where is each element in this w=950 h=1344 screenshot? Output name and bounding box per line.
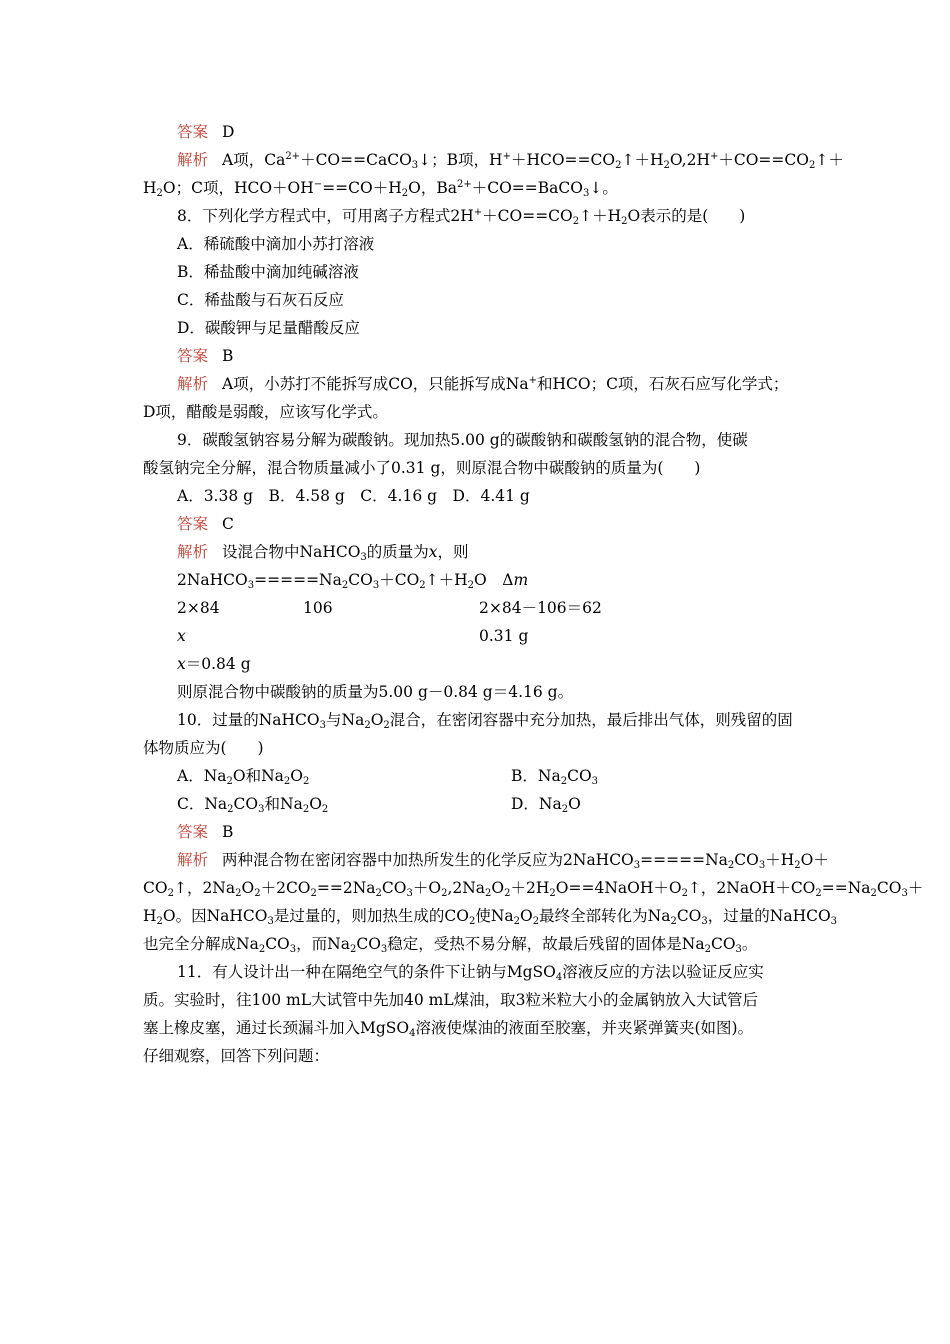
- answer-line-8: [177, 346, 233, 366]
- text-segment: 使Na: [475, 907, 514, 925]
- text-segment: 3: [591, 776, 599, 787]
- text-segment: 2: [513, 916, 521, 927]
- text-segment: 2NaHCO: [177, 571, 248, 589]
- text-segment: 2: [383, 720, 390, 731]
- text-segment: 2: [364, 720, 371, 731]
- text-segment: +: [709, 151, 719, 162]
- text-segment: 2: [156, 188, 163, 199]
- text-segment: A项，小苏打不能拆写成CO，只能拆写成Na: [222, 375, 529, 393]
- text-segment: ，过量的NaHCO: [707, 907, 831, 925]
- text-segment: H: [143, 179, 157, 197]
- text-segment: m: [513, 571, 529, 589]
- text-segment: D．Na: [511, 795, 562, 813]
- text-segment: A．Na: [177, 767, 227, 785]
- text-segment: O: [241, 879, 255, 897]
- text-segment: ＋HCO==CO: [510, 151, 616, 169]
- text-segment: 3: [258, 804, 265, 815]
- text-segment: 是过量的，则加热生成的CO: [273, 907, 469, 925]
- text-segment: O。因NaHCO: [162, 907, 268, 925]
- text-segment: 仔细观察，回答下列问题：: [143, 1047, 330, 1065]
- text-segment: ，则: [437, 543, 469, 561]
- answer-text: [222, 823, 233, 841]
- text-segment: ==Na: [821, 879, 871, 897]
- text-segment: B．Na: [511, 767, 561, 785]
- text-segment: 2: [302, 804, 310, 815]
- text-segment: 4: [409, 1028, 416, 1039]
- text-segment: 2: [532, 916, 540, 927]
- analysis-text-cont: [143, 878, 923, 898]
- analysis-label: 解析: [177, 851, 209, 869]
- text-segment: 3: [633, 860, 641, 871]
- text-segment: 2: [310, 888, 317, 899]
- answer-text: [222, 515, 234, 533]
- text-segment: 8．下列化学方程式中，可用离子方程式2H: [177, 207, 474, 225]
- text-segment: +: [528, 375, 537, 386]
- text-segment: 3: [582, 188, 590, 199]
- text-segment: 2: [560, 776, 568, 787]
- text-segment: 混合，在密闭容器中充分加热，最后排出气体，则残留的固: [389, 711, 793, 729]
- text-segment: 9．碳酸氢钠容易分解为碳酸钠。现加热5.00 g的碳酸钠和碳酸氢钠的混合物，使碳: [177, 431, 748, 449]
- text-segment: 2: [808, 160, 816, 171]
- text-segment: +: [502, 151, 511, 162]
- text-segment: 3: [758, 860, 766, 871]
- calc-result: [177, 654, 251, 674]
- analysis-text-cont: [143, 934, 757, 954]
- option-b: [177, 262, 359, 282]
- answer-line-7: [177, 122, 234, 142]
- text-segment: 稳定，受热不易分解，故最后残留的固体是Na: [387, 935, 705, 953]
- text-segment: 塞上橡皮塞，通过长颈漏斗加入MgSO: [143, 1019, 410, 1037]
- text-segment: 2: [349, 944, 357, 955]
- text-segment: 最终全部转化为Na: [539, 907, 671, 925]
- text-segment: CO: [233, 795, 259, 813]
- text-segment: ↑＋H: [621, 151, 664, 169]
- text-segment: 11．有人设计出一种在隔绝空气的条件下让钠与MgSO: [177, 963, 556, 981]
- text-segment: 酸氢钠完全分解，混合物质量减小了0.31 g，则原混合物中碳酸钠的质量为( ): [143, 459, 701, 477]
- text-segment: ＝0.84 g: [185, 655, 251, 673]
- text-segment: 和HCO；C项，石灰石应写化学式；: [536, 375, 789, 393]
- text-segment: 2: [156, 916, 163, 927]
- text-segment: 2: [302, 776, 310, 787]
- text-segment: x: [177, 627, 186, 645]
- text-segment: 2: [401, 188, 409, 199]
- calc-cell: [177, 598, 220, 618]
- answer-text: [222, 347, 233, 365]
- calc-cell: [303, 598, 333, 618]
- text-segment: B: [222, 347, 234, 365]
- text-segment: C．Na: [177, 795, 228, 813]
- text-segment: 。: [741, 935, 758, 953]
- text-segment: 4: [555, 972, 563, 983]
- text-segment: CO: [265, 935, 290, 953]
- answer-line-9: [177, 514, 234, 534]
- text-segment: ，而Na: [296, 935, 350, 953]
- text-segment: 2: [227, 804, 234, 815]
- text-segment: ==CO＋H: [322, 179, 402, 197]
- analysis-label: 解析: [177, 151, 209, 169]
- text-segment: 2: [549, 888, 556, 899]
- text-segment: 两种混合物在密闭容器中加热所发生的化学反应为2NaHCO: [222, 851, 634, 869]
- text-segment: 2+: [456, 179, 472, 190]
- text-segment: x: [428, 543, 438, 561]
- analysis-text-cont: [143, 178, 618, 198]
- text-segment: C: [222, 515, 234, 533]
- answer-label: 答案: [177, 515, 209, 533]
- calc-conclusion: [177, 682, 573, 702]
- text-segment: 2: [670, 916, 677, 927]
- text-segment: 2: [419, 580, 426, 591]
- text-segment: 的质量为: [366, 543, 429, 561]
- text-segment: O,2H: [669, 151, 710, 169]
- analysis-line-10: [177, 850, 829, 870]
- analysis-line-9: [177, 542, 469, 562]
- text-segment: O: [370, 711, 384, 729]
- text-segment: 溶液反应的方法以验证反应实: [562, 963, 764, 981]
- text-segment: D项，醋酸是弱酸，应该写化学式。: [143, 403, 388, 421]
- option-b: [511, 766, 598, 786]
- text-segment: 2: [341, 580, 349, 591]
- text-segment: ＋CO==BaCO: [471, 179, 583, 197]
- text-segment: A．稀硫酸中滴加小苏打溶液: [177, 235, 375, 253]
- text-segment: O和Na: [232, 767, 284, 785]
- text-segment: 溶液使煤油的液面至胶塞，并夹紧弹簧夹(如图)。: [415, 1019, 754, 1037]
- text-segment: B．稀盐酸中滴加纯碱溶液: [177, 263, 359, 281]
- text-segment: 则原混合物中碳酸钠的质量为5.00 g－0.84 g＝4.16 g。: [177, 683, 574, 701]
- text-segment: CO: [348, 571, 373, 589]
- text-segment: 3: [319, 720, 326, 731]
- option-c: [177, 290, 344, 310]
- text-segment: 0.31 g: [479, 627, 529, 645]
- text-segment: H: [143, 907, 157, 925]
- text-segment: 2: [375, 888, 382, 899]
- text-segment: −: [313, 179, 323, 190]
- text-segment: D．碳酸钾与足量醋酸反应: [177, 319, 360, 337]
- option-a: [177, 234, 374, 254]
- text-segment: ↑，2NaOH＋CO: [687, 879, 816, 897]
- text-segment: 2: [468, 916, 476, 927]
- text-segment: 3: [247, 580, 255, 591]
- calc-cell: [479, 598, 602, 618]
- text-segment: ↑，2Na: [173, 879, 236, 897]
- text-segment: 2: [441, 888, 448, 899]
- text-segment: O: [491, 879, 505, 897]
- text-segment: 3: [289, 944, 297, 955]
- text-segment: ↓。: [589, 179, 618, 197]
- text-segment: O: [309, 795, 322, 813]
- question-8-stem: [177, 206, 745, 226]
- analysis-label: 解析: [177, 543, 209, 561]
- text-segment: ↑＋: [815, 151, 844, 169]
- text-segment: 2: [485, 888, 492, 899]
- text-segment: 3: [735, 944, 742, 955]
- analysis-label: 解析: [177, 375, 209, 393]
- analysis-line-8: [177, 374, 788, 394]
- text-segment: 2: [235, 888, 242, 899]
- text-segment: ＋O: [412, 879, 442, 897]
- text-segment: ＋CO==CaCO: [300, 151, 412, 169]
- text-segment: 也完全分解成Na: [143, 935, 259, 953]
- text-segment: CO: [676, 907, 702, 925]
- text-segment: 2: [727, 860, 735, 871]
- text-segment: O: [568, 795, 581, 813]
- text-segment: ↓；B项，H: [418, 151, 503, 169]
- question-11-stem-cont: [143, 1018, 753, 1038]
- text-segment: CO: [710, 935, 736, 953]
- analysis-text: [222, 851, 829, 869]
- text-segment: 2: [663, 160, 670, 171]
- option-d: [511, 794, 581, 814]
- text-segment: 2: [504, 888, 511, 899]
- text-segment: 2: [167, 888, 174, 899]
- calc-cell: [177, 626, 186, 646]
- text-segment: ＋CO: [379, 571, 420, 589]
- analysis-text-cont: [143, 906, 837, 926]
- text-segment: B: [222, 823, 234, 841]
- text-segment: 2: [467, 580, 475, 591]
- text-segment: 2: [283, 776, 291, 787]
- text-segment: ==2Na: [316, 879, 376, 897]
- option-d: [177, 318, 360, 338]
- text-segment: 2: [226, 776, 233, 787]
- text-segment: 3: [830, 916, 838, 927]
- analysis-line-7: [177, 150, 844, 170]
- text-segment: O==4NaOH＋O: [555, 879, 682, 897]
- question-11-stem-cont: [143, 1046, 329, 1066]
- text-segment: 2: [794, 860, 801, 871]
- text-segment: 2: [621, 216, 628, 227]
- text-segment: ＋CO==CO: [718, 151, 809, 169]
- calc-cell: [479, 626, 528, 646]
- text-segment: O Δ: [474, 571, 514, 589]
- analysis-text-cont: [143, 402, 388, 422]
- text-segment: O: [290, 767, 303, 785]
- option-a: [177, 766, 309, 786]
- text-segment: 2×84－106＝62: [479, 599, 602, 617]
- text-segment: 2: [615, 160, 622, 171]
- question-10-stem: [177, 710, 793, 730]
- analysis-text: [222, 543, 469, 561]
- text-segment: 2: [321, 804, 329, 815]
- text-segment: C．稀盐酸与石灰石反应: [177, 291, 344, 309]
- equation-line: [177, 570, 528, 590]
- text-segment: 3: [701, 916, 708, 927]
- answer-label: 答案: [177, 123, 209, 141]
- text-segment: ＋H: [765, 851, 795, 869]
- text-segment: 3: [267, 916, 274, 927]
- text-segment: +: [473, 207, 483, 218]
- text-segment: ↑＋H: [425, 571, 468, 589]
- answer-text: [222, 123, 234, 141]
- text-segment: 106: [303, 599, 333, 617]
- text-segment: ,2Na: [447, 879, 486, 897]
- answer-label: 答案: [177, 823, 209, 841]
- text-segment: O表示的是( ): [627, 207, 746, 225]
- text-segment: 2: [870, 888, 877, 899]
- text-segment: 2: [704, 944, 711, 955]
- text-segment: x: [177, 655, 186, 673]
- text-segment: ＋2H: [510, 879, 550, 897]
- question-10-stem-cont: [143, 738, 264, 758]
- option-c: [177, 794, 328, 814]
- text-segment: 2: [815, 888, 822, 899]
- analysis-text: [222, 151, 844, 169]
- text-segment: 3: [901, 888, 908, 899]
- text-segment: A．3.38 g B．4.58 g C．4.16 g D．4.41 g: [177, 487, 530, 505]
- text-segment: 3: [406, 888, 413, 899]
- text-segment: 2: [572, 216, 580, 227]
- text-segment: ＋: [907, 879, 924, 897]
- text-segment: 2: [681, 888, 688, 899]
- question-11-stem: [177, 962, 764, 982]
- text-segment: O；C项，HCO＋OH: [162, 179, 314, 197]
- text-segment: O: [520, 907, 533, 925]
- answer-label: 答案: [177, 347, 209, 365]
- text-segment: ＋2CO: [260, 879, 311, 897]
- text-segment: 2: [561, 804, 569, 815]
- analysis-text: [222, 375, 788, 393]
- text-segment: CO: [734, 851, 759, 869]
- text-segment: =====Na: [640, 851, 728, 869]
- question-9-options: [177, 486, 530, 506]
- text-segment: 质。实验时，往100 mL大试管中先加40 mL煤油，取3粒米粒大小的金属钠放入大试管后: [143, 991, 759, 1009]
- text-segment: =====Na: [254, 571, 342, 589]
- text-segment: 体物质应为( ): [143, 739, 264, 757]
- text-segment: ＋CO==CO: [482, 207, 573, 225]
- text-segment: CO: [876, 879, 902, 897]
- answer-line-10: [177, 822, 233, 842]
- text-segment: 设混合物中NaHCO: [222, 543, 361, 561]
- text-segment: 3: [411, 160, 419, 171]
- text-segment: 2+: [285, 151, 301, 162]
- text-segment: 3: [372, 580, 380, 591]
- text-segment: D: [222, 123, 235, 141]
- question-9-stem-cont: [143, 458, 700, 478]
- text-segment: 2: [254, 888, 261, 899]
- text-segment: 3: [380, 944, 388, 955]
- text-segment: 和Na: [264, 795, 303, 813]
- question-9-stem: [177, 430, 748, 450]
- text-segment: O，Ba: [408, 179, 457, 197]
- text-segment: CO: [381, 879, 407, 897]
- text-segment: 与Na: [326, 711, 365, 729]
- text-segment: 2×84: [177, 599, 220, 617]
- text-segment: CO: [567, 767, 592, 785]
- text-segment: 2: [258, 944, 266, 955]
- text-segment: A项，Ca: [222, 151, 286, 169]
- text-segment: CO: [356, 935, 381, 953]
- text-segment: 3: [360, 552, 367, 563]
- text-segment: 10．过量的NaHCO: [177, 711, 320, 729]
- text-segment: CO: [143, 879, 168, 897]
- text-segment: O＋: [800, 851, 829, 869]
- question-11-stem-cont: [143, 990, 758, 1010]
- text-segment: ↑＋H: [579, 207, 622, 225]
